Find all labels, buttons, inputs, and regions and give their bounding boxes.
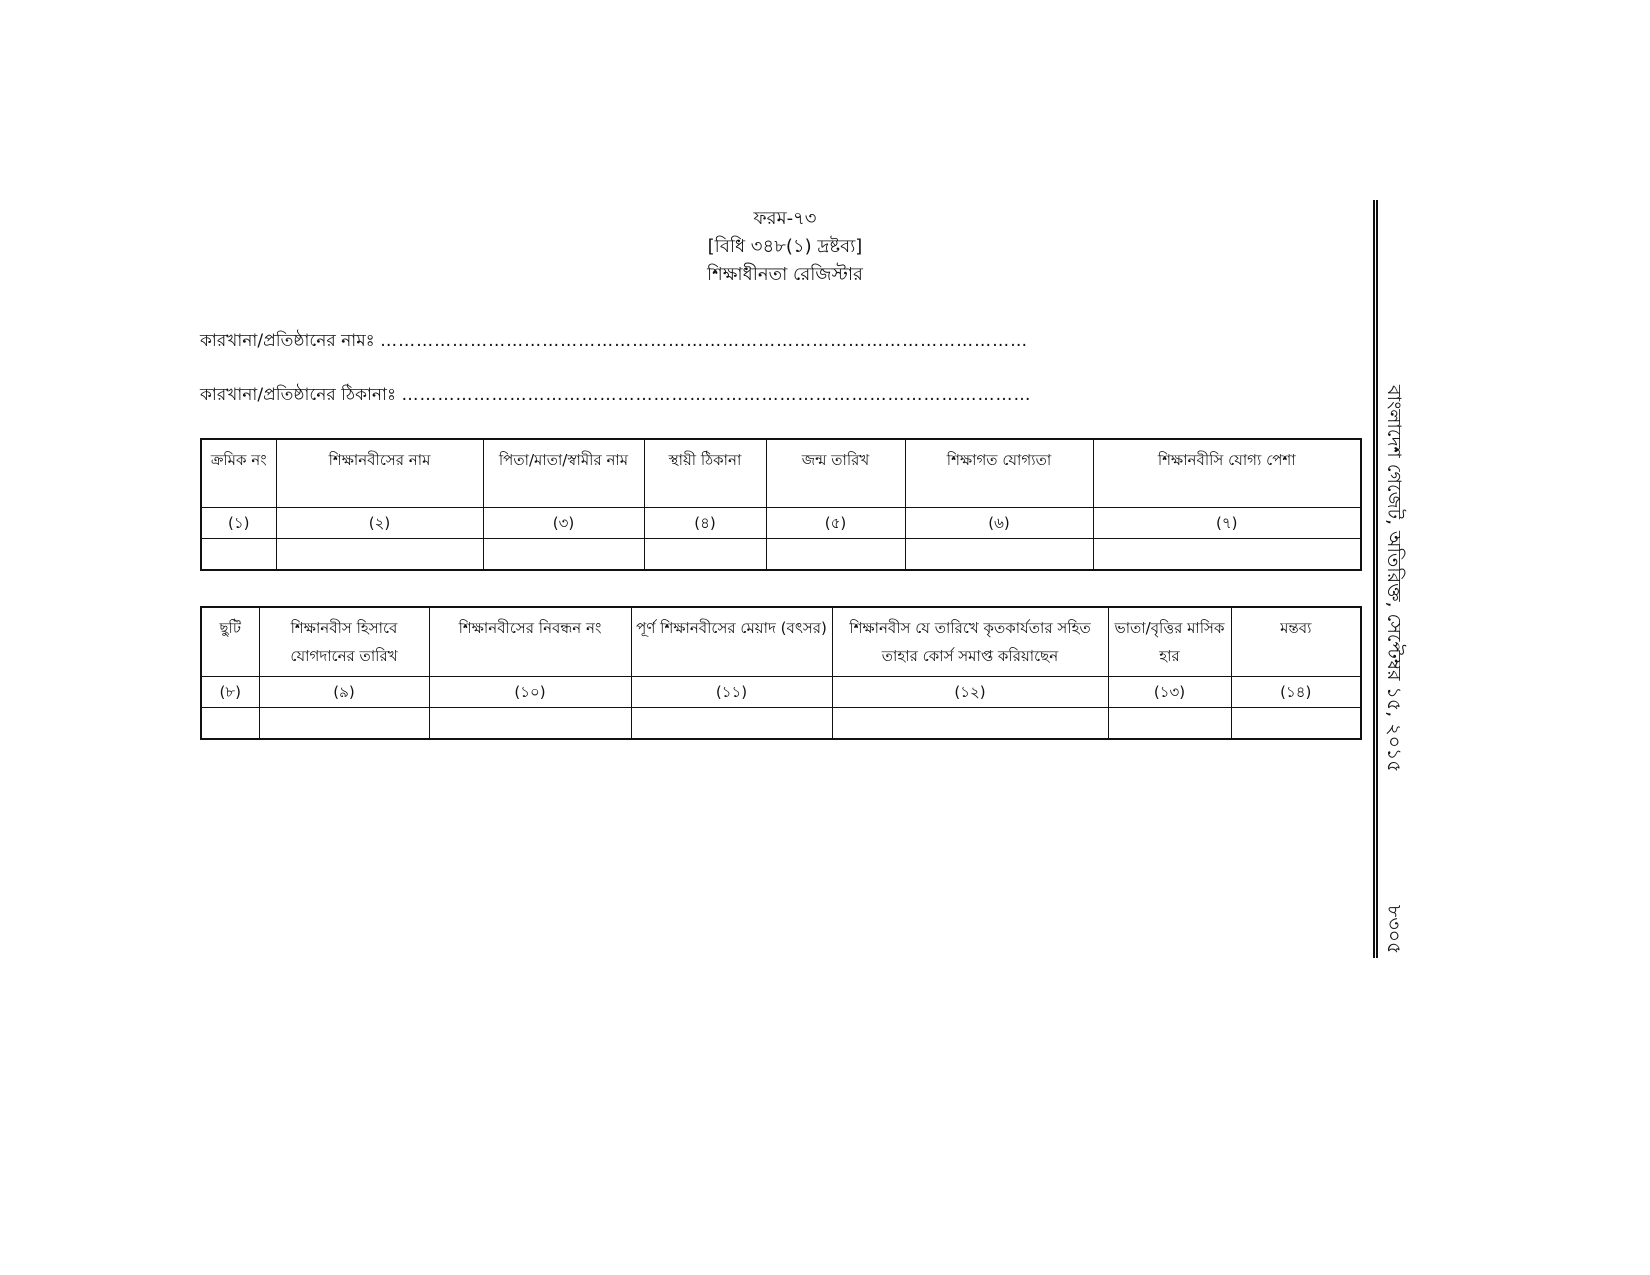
factory-address-dots: …………………………………………………………………………………………… bbox=[401, 385, 1032, 405]
table-header-cell: জন্ম তারিখ bbox=[766, 439, 905, 507]
column-number: (১) bbox=[201, 507, 276, 538]
rule-reference: [বিধি ৩৪৮(১) দ্রষ্টব্য] bbox=[707, 236, 863, 257]
table-header-cell: শিক্ষাগত যোগ্যতা bbox=[905, 439, 1093, 507]
register-table-2 bbox=[200, 606, 1362, 740]
table-header-cell: ছুটি bbox=[201, 607, 259, 677]
blank-cell bbox=[644, 538, 766, 570]
register-table-1 bbox=[200, 438, 1362, 571]
column-number-row bbox=[201, 507, 1361, 538]
table-header-cell: পিতা/মাতা/স্বামীর নাম bbox=[483, 439, 644, 507]
table-header-cell: শিক্ষানবীসের নাম bbox=[276, 439, 483, 507]
table-header-cell: মন্তব্য bbox=[1231, 607, 1361, 677]
column-number: (১৪) bbox=[1231, 677, 1361, 708]
table-header-cell: শিক্ষানবীসি যোগ্য পেশা bbox=[1093, 439, 1361, 507]
column-number: (১২) bbox=[832, 677, 1108, 708]
table-header-row bbox=[201, 439, 1361, 507]
table-header-cell: শিক্ষানবীস যে তারিখে কৃতকার্যতার সহিত তাহার কোর্স সমাপ্ত করিয়াছেন bbox=[832, 607, 1108, 677]
form-header bbox=[585, 205, 985, 289]
column-number: (৭) bbox=[1093, 507, 1361, 538]
blank-cell bbox=[1108, 708, 1231, 740]
factory-name-dots: ……………………………………………………………………………………………… bbox=[380, 331, 1029, 351]
factory-name-label: কারখানা/প্রতিষ্ঠানের নামঃ bbox=[200, 331, 375, 351]
column-number: (৩) bbox=[483, 507, 644, 538]
blank-cell bbox=[483, 538, 644, 570]
table-header-cell: শিক্ষানবীসের নিবন্ধন নং bbox=[429, 607, 631, 677]
blank-cell bbox=[276, 538, 483, 570]
blank-cell bbox=[259, 708, 429, 740]
blank-cell bbox=[201, 708, 259, 740]
table-header-cell: ভাতা/বৃত্তির মাসিক হার bbox=[1108, 607, 1231, 677]
form-number: ফরম-৭৩ bbox=[753, 208, 817, 229]
table-header-cell: শিক্ষানবীস হিসাবে যোগদানের তারিখ bbox=[259, 607, 429, 677]
column-number: (১১) bbox=[631, 677, 832, 708]
column-number: (৮) bbox=[201, 677, 259, 708]
column-number-row bbox=[201, 677, 1361, 708]
table-header-cell: স্থায়ী ঠিকানা bbox=[644, 439, 766, 507]
blank-entry-row bbox=[201, 708, 1361, 740]
factory-address-field bbox=[200, 382, 1031, 410]
blank-cell bbox=[832, 708, 1108, 740]
blank-entry-row bbox=[201, 538, 1361, 570]
page-title: শিক্ষাধীনতা রেজিস্টার bbox=[707, 264, 863, 285]
blank-cell bbox=[429, 708, 631, 740]
column-number: (২) bbox=[276, 507, 483, 538]
column-number: (১৩) bbox=[1108, 677, 1231, 708]
blank-cell bbox=[766, 538, 905, 570]
column-number: (৬) bbox=[905, 507, 1093, 538]
factory-name-field bbox=[200, 328, 1028, 356]
blank-cell bbox=[201, 538, 276, 570]
blank-cell bbox=[905, 538, 1093, 570]
blank-cell bbox=[1093, 538, 1361, 570]
gazette-running-header: বাংলাদেশ গেজেট, অতিরিক্ত, সেপ্টেম্বর ১৫, ২০১৫ bbox=[1383, 385, 1405, 773]
blank-cell bbox=[1231, 708, 1361, 740]
column-number: (৫) bbox=[766, 507, 905, 538]
blank-cell bbox=[631, 708, 832, 740]
column-number: (৪) bbox=[644, 507, 766, 538]
factory-address-label: কারখানা/প্রতিষ্ঠানের ঠিকানাঃ bbox=[200, 385, 397, 405]
page-number: ৮৩০৫ bbox=[1383, 905, 1405, 955]
table-header-row bbox=[201, 607, 1361, 677]
table-header-cell: ক্রমিক নং bbox=[201, 439, 276, 507]
column-number: (৯) bbox=[259, 677, 429, 708]
table-header-cell: পূর্ণ শিক্ষানবীসের মেয়াদ (বৎসর) bbox=[631, 607, 832, 677]
column-number: (১০) bbox=[429, 677, 631, 708]
